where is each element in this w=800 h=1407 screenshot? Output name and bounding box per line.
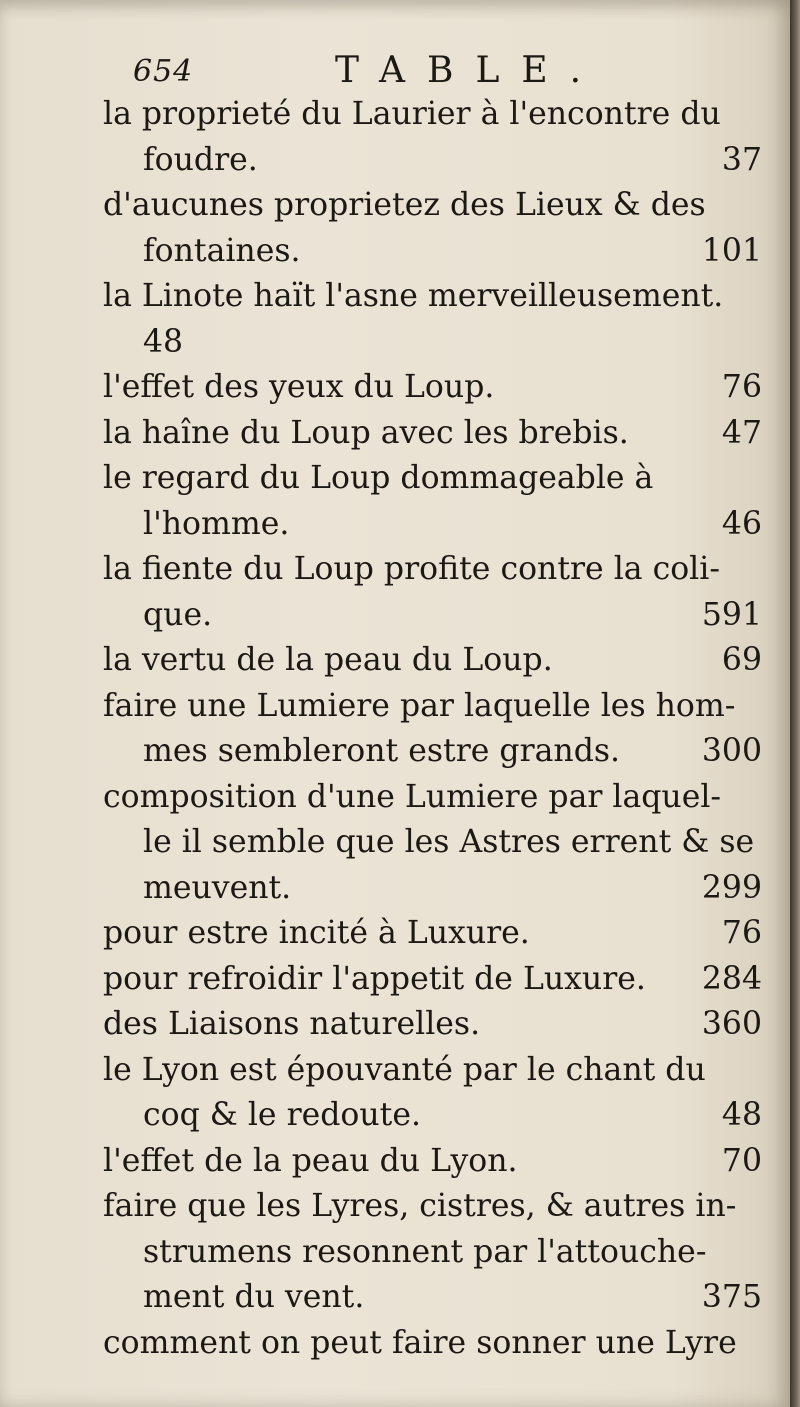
entry-continuation-line — [0, 820, 790, 866]
entry-continuation-line — [0, 1093, 790, 1139]
index-entry — [0, 92, 790, 183]
entry-line — [0, 547, 790, 593]
entry-text: la proprieté du Laurier à l'encontre du — [103, 96, 721, 132]
index-entries — [0, 92, 790, 1366]
entry-text: foudre. — [143, 141, 258, 178]
index-entry — [0, 911, 790, 957]
entry-text: ment du vent. — [143, 1279, 365, 1315]
entry-text: pour estre incité à Luxure. — [103, 915, 530, 951]
entry-continuation-line — [0, 866, 790, 912]
entry-text: faire que les Lyres, cistres, & autres in- — [103, 1188, 737, 1224]
entry-page-number: 48 — [721, 1097, 762, 1133]
index-entry — [0, 1321, 790, 1367]
entry-line — [0, 1321, 790, 1367]
index-entry — [0, 1048, 790, 1139]
entry-continuation-line — [0, 729, 790, 775]
index-entry — [0, 638, 790, 684]
index-entry — [0, 183, 790, 274]
index-entry — [0, 274, 790, 365]
entry-text: coq & le redoute. — [143, 1097, 421, 1133]
entry-text: l'effet de la peau du Lyon. — [103, 1142, 518, 1179]
entry-line — [0, 1002, 790, 1048]
index-entry — [0, 547, 790, 638]
entry-text: le il semble que les Astres errent & se — [143, 824, 755, 860]
index-entry — [0, 1184, 790, 1321]
entry-text: le regard du Loup dommageable à — [103, 460, 654, 496]
entry-continuation-line — [0, 502, 790, 548]
entry-page-number: 47 — [721, 414, 762, 451]
entry-continuation-line — [0, 138, 790, 184]
index-entry — [0, 1002, 790, 1048]
running-title: TABLE. — [335, 50, 604, 91]
entry-continuation-line — [0, 229, 790, 275]
entry-text: la vertu de la peau du Loup. — [103, 642, 553, 678]
entry-line — [0, 638, 790, 684]
entry-text: l'effet des yeux du Loup. — [103, 369, 495, 405]
page-number: 654 — [133, 54, 194, 89]
index-entry — [0, 775, 790, 912]
index-entry — [0, 1139, 790, 1185]
entry-line — [0, 684, 790, 730]
entry-text: le Lyon est épouvanté par le chant du — [103, 1051, 706, 1088]
entry-text: composition d'une Lumiere par laquel- — [103, 778, 722, 815]
entry-continuation-line — [0, 1275, 790, 1321]
entry-line — [0, 456, 790, 502]
entry-continuation-line — [0, 320, 790, 366]
entry-line — [0, 1139, 790, 1185]
entry-page-number: 300 — [701, 733, 762, 769]
entry-page-number: 299 — [701, 869, 762, 906]
page-edge — [790, 0, 800, 1407]
entry-page-number: 46 — [721, 505, 762, 542]
entry-line — [0, 911, 790, 957]
entry-text: comment on peut faire sonner une Lyre — [103, 1324, 737, 1361]
entry-page-number: 591 — [701, 596, 762, 633]
entry-page-number: 76 — [721, 915, 762, 951]
entry-text: mes sembleront estre grands. — [143, 733, 621, 769]
entry-text: strumens resonnent par l'attouche- — [143, 1233, 707, 1270]
entry-line — [0, 92, 790, 138]
entry-text: fontaines. — [143, 232, 301, 269]
entry-page-number: 101 — [701, 232, 762, 269]
entry-text: l'homme. — [143, 505, 290, 542]
index-entry — [0, 957, 790, 1003]
entry-line — [0, 775, 790, 821]
entry-text: la Linote haït l'asne merveilleusement. — [103, 278, 724, 314]
entry-line — [0, 1048, 790, 1094]
entry-text: la fiente du Loup profite contre la coli- — [103, 551, 720, 587]
entry-page-number: 37 — [721, 141, 762, 178]
entry-line — [0, 411, 790, 457]
entry-line — [0, 274, 790, 320]
entry-page-number: 76 — [721, 369, 762, 405]
entry-continuation-line — [0, 593, 790, 639]
entry-page-number: 70 — [721, 1142, 762, 1179]
entry-text: des Liaisons naturelles. — [103, 1006, 481, 1042]
entry-text: d'aucunes proprietez des Lieux & des — [103, 187, 706, 223]
entry-line — [0, 1184, 790, 1230]
index-entry — [0, 456, 790, 547]
entry-continuation-line — [0, 1230, 790, 1276]
entry-page-number: 284 — [701, 960, 762, 997]
entry-text: la haîne du Loup avec les brebis. — [103, 414, 629, 451]
index-entry — [0, 365, 790, 411]
entry-line — [0, 365, 790, 411]
entry-text: faire une Lumiere par laquelle les hom- — [103, 687, 736, 724]
entry-text: 48 — [143, 323, 184, 360]
entry-page-number: 69 — [721, 642, 762, 678]
index-entry — [0, 684, 790, 775]
entry-text: pour refroidir l'appetit de Luxure. — [103, 960, 646, 997]
entry-line — [0, 957, 790, 1003]
index-entry — [0, 411, 790, 457]
entry-page-number: 375 — [701, 1279, 762, 1315]
entry-text: meuvent. — [143, 869, 292, 906]
entry-text: que. — [143, 596, 213, 633]
entry-page-number: 360 — [701, 1006, 762, 1042]
entry-line — [0, 183, 790, 229]
